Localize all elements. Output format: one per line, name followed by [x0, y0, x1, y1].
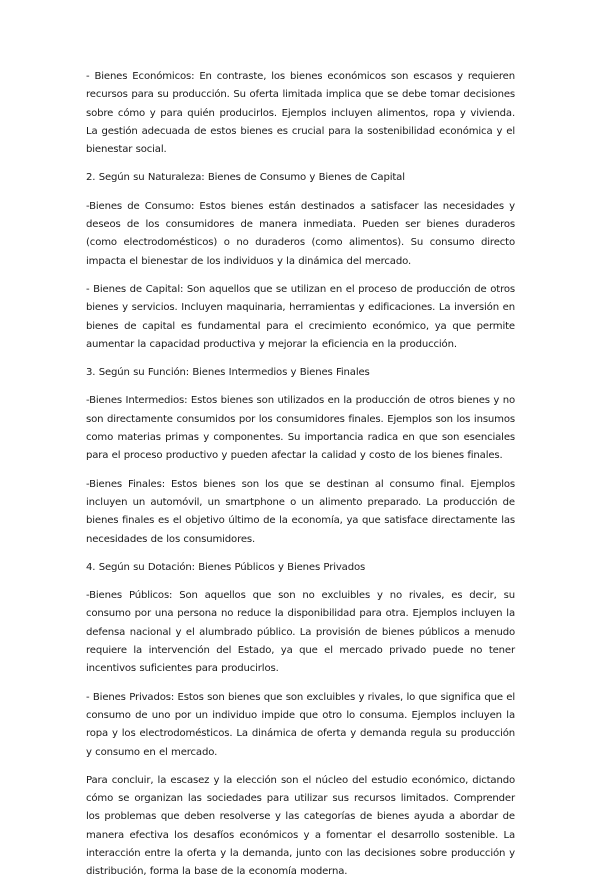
- paragraph-bienes-publicos: -Bienes Públicos: Son aquellos que son no excluibles y no rivales, es decir, su consumo por una persona no reduce la disponibilidad para otra. Ejemplos incluyen la defensa nacional y el alumbrado público. La provisión de bienes públicos a menudo requiere la intervención del Estado, ya que el mercado privado puede no tener incentivos suficientes para producirlos.: [86, 590, 515, 675]
- paragraph-bienes-de-consumo: -Bienes de Consumo: Estos bienes están destinados a satisfacer las necesidades y deseos de los consumidores de manera inmediata. Pueden ser bienes duraderos (como electrodomésticos) o no duraderos (como alimentos). Su consumo directo impacta el bienestar de los individuos y la dinámica del mercado.: [86, 200, 515, 267]
- paragraph-bienes-de-capital: - Bienes de Capital: Son aquellos que se utilizan en el proceso de producción de otros bienes y servicios. Incluyen maquinaria, herramientas y edificaciones. La inversión en bienes de capital es fundamental para el crecimiento económico, ya que permite aumentar la capacidad productiva y mejorar la eficiencia en la producción.: [86, 283, 515, 350]
- paragraph-bienes-privados: - Bienes Privados: Estos son bienes que son excluibles y rivales, lo que significa que el consumo de uno por un individuo impide que otro lo consuma. Ejemplos incluyen la ropa y los electrodomésticos. La dinámica de oferta y demanda regula su producción y consumo en el mercado.: [86, 691, 515, 758]
- paragraph-bienes-intermedios: -Bienes Intermedios: Estos bienes son utilizados en la producción de otros bienes y no son directamente consumidos por los consumidores finales. Ejemplos son los insumos como materias primas y componentes. Su importancia radica en que son esenciales para el proceso productivo y pueden afectar la calidad y costo de los bienes finales.: [86, 395, 515, 462]
- paragraph-bienes-economicos: - Bienes Económicos: En contraste, los bienes económicos son escasos y requieren recursos para su producción. Su oferta limitada implica que se debe tomar decisiones sobre cómo y para quién producirlos. Ejemplos incluyen alimentos, ropa y vivienda. La gestión adecuada de estos bienes es crucial para la sostenibilidad económica y el bienestar social.: [86, 71, 515, 156]
- paragraph-conclusion: Para concluir, la escasez y la elección son el núcleo del estudio económico, dictando cómo se organizan las sociedades para utilizar sus recursos limitados. Comprender los problemas que deben resolverse y las categorías de bienes ayuda a abordar de manera efectiva los desafíos económicos y a fomentar el desarrollo sostenible. La interacción entre la oferta y la demanda, junto con las decisiones sobre producción y distribución, forma la base de la economía moderna.: [86, 774, 515, 878]
- section-heading-funcion: 3. Según su Función: Bienes Intermedios y Bienes Finales: [86, 367, 370, 379]
- paragraph-bienes-finales: -Bienes Finales: Estos bienes son los que se destinan al consumo final. Ejemplos incluyen un automóvil, un smartphone o un alimento preparado. La producción de bienes finales es el objetivo último de la economía, ya que satisface directamente las necesidades de los consumidores.: [86, 478, 515, 545]
- section-heading-dotacion: 4. Según su Dotación: Bienes Públicos y Bienes Privados: [86, 561, 366, 573]
- section-heading-naturaleza: 2. Según su Naturaleza: Bienes de Consumo y Bienes de Capital: [86, 172, 405, 184]
